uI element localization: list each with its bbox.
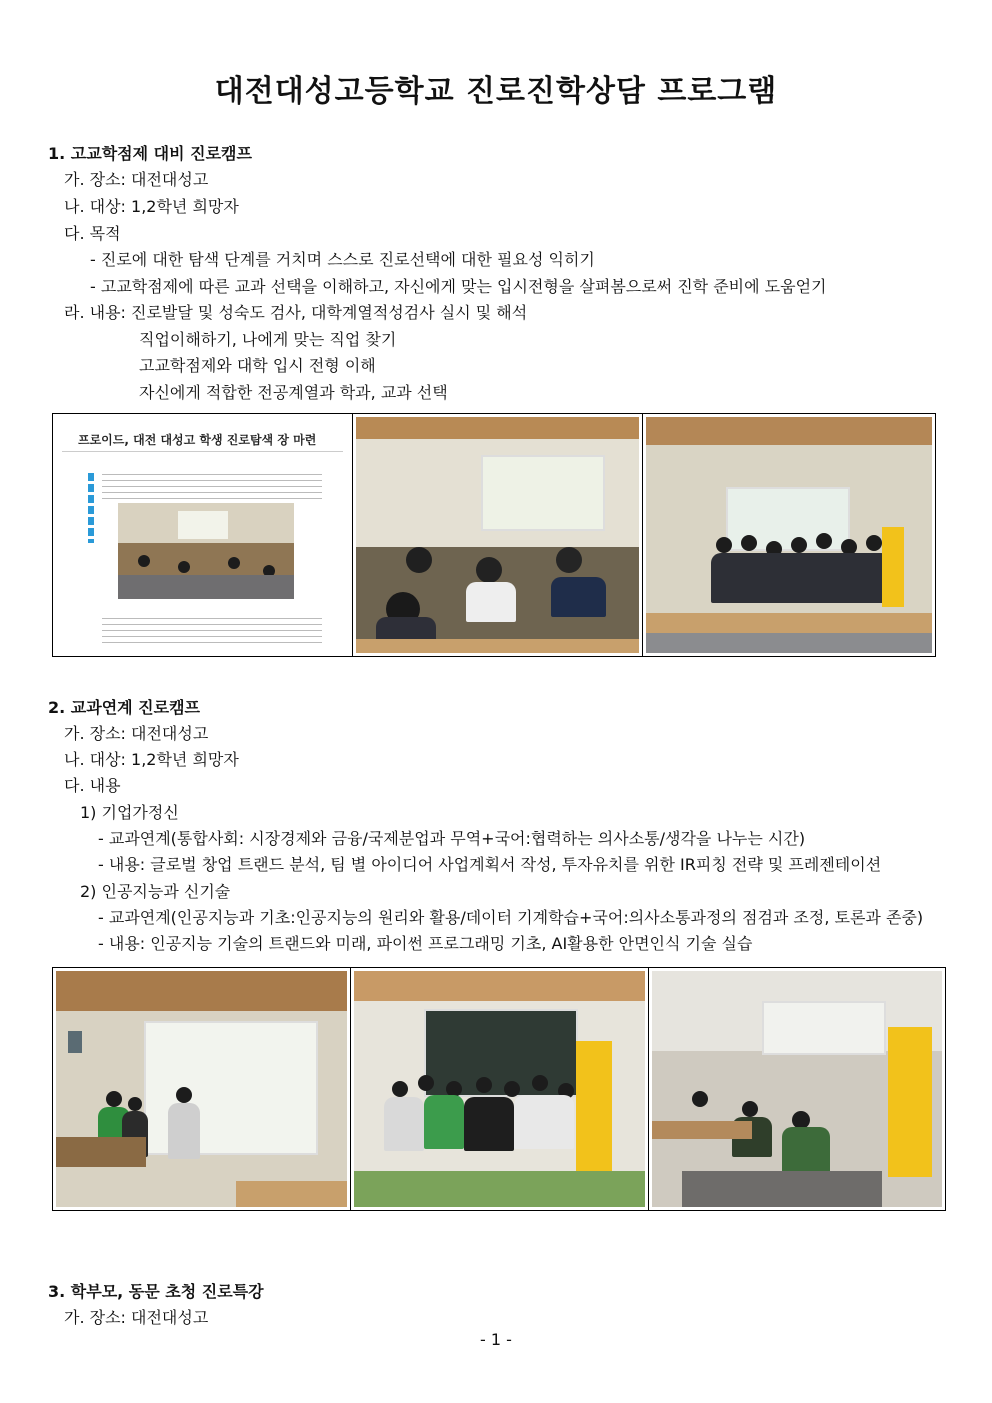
news-headline: 프로이드, 대전 대성고 학생 진로탐색 장 마련 xyxy=(78,433,317,447)
section3-place: 가. 장소: 대전대성고 xyxy=(64,1308,209,1327)
section2-photo-table xyxy=(52,967,946,1211)
page-title: 대전대성고등학교 진로진학상담 프로그램 xyxy=(214,74,778,109)
photo-presentation xyxy=(53,968,351,1210)
section2-target: 나. 대상: 1,2학년 희망자 xyxy=(64,750,239,769)
section1-purpose-1: - 진로에 대한 탐색 단계를 거치며 스스로 진로선택에 대한 필요성 익히기 xyxy=(90,250,595,269)
section1-heading: 1. 고교학점제 대비 진로캠프 xyxy=(48,144,252,163)
section2-heading: 2. 교과연계 진로캠프 xyxy=(48,698,200,717)
photo-classroom-lecture xyxy=(353,414,643,656)
photo-group-students xyxy=(643,414,935,656)
photo-group-stage xyxy=(351,968,649,1210)
section1-photo-table xyxy=(52,413,936,657)
section1-purpose-2: - 고교학점제에 따른 교과 선택을 이해하고, 자신에게 맞는 입시전형을 살펴봄으로써 진학 준비에 도움얻기 xyxy=(90,277,827,296)
section1-target: 나. 대상: 1,2학년 희망자 xyxy=(64,197,239,216)
section2-item2-line1: - 교과연계(인공지능과 기초:인공지능의 원리와 활용/데이터 기계학습+국어:의사소통과정의 점검과 조정, 토론과 존중) xyxy=(98,908,924,927)
page-number: - 1 - xyxy=(480,1330,512,1349)
section1-content-3: 자신에게 적합한 전공계열과 학과, 교과 선택 xyxy=(139,383,448,402)
photo-computer-lab xyxy=(649,968,945,1210)
section2-item1-line2: - 내용: 글로벌 창업 트랜드 분석, 팀 별 아이디어 사업계획서 작성, 투자유치를 위한 IR피칭 전략 및 프레젠테이션 xyxy=(98,855,882,874)
photo-news-article xyxy=(53,414,353,656)
section1-content-2: 고교학점제와 대학 입시 전형 이해 xyxy=(139,356,376,375)
section2-content-label: 다. 내용 xyxy=(64,776,121,795)
section2-item2-title: 2) 인공지능과 신기술 xyxy=(80,882,231,901)
section2-item2-line2: - 내용: 인공지능 기술의 트랜드와 미래, 파이썬 프로그래밍 기초, AI활용한 안면인식 기술 실습 xyxy=(98,934,753,953)
section2-item1-title: 1) 기업가정신 xyxy=(80,803,179,822)
section1-place: 가. 장소: 대전대성고 xyxy=(64,170,209,189)
section1-purpose-label: 다. 목적 xyxy=(64,224,121,243)
section3-heading: 3. 학부모, 동문 초청 진로특강 xyxy=(48,1282,264,1301)
section1-content-label: 라. 내용: 진로발달 및 성숙도 검사, 대학계열적성검사 실시 및 해석 xyxy=(64,303,528,322)
section1-content-1: 직업이해하기, 나에게 맞는 직업 찾기 xyxy=(139,330,397,349)
section2-place: 가. 장소: 대전대성고 xyxy=(64,724,209,743)
section2-item1-line1: - 교과연계(통합사회: 시장경제와 금융/국제분업과 무역+국어:협력하는 의사소통/생각을 나누는 시간) xyxy=(98,829,806,848)
